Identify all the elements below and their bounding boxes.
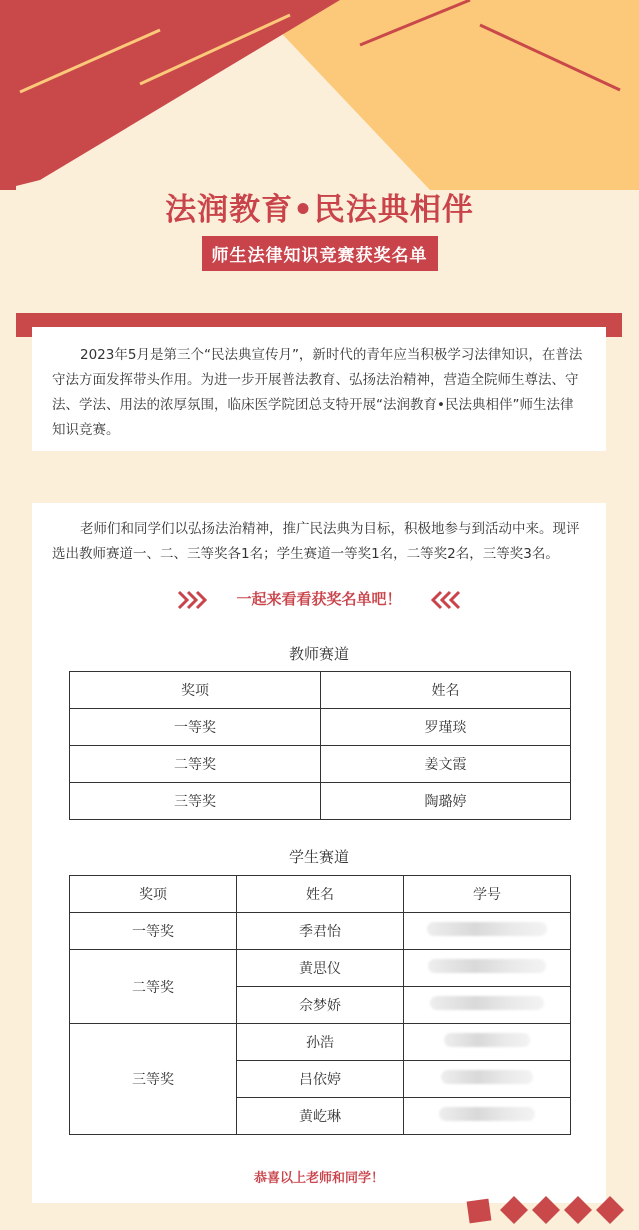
name-cell: 黄思仪 (237, 950, 404, 987)
award-cell: 二等奖 (70, 950, 237, 1024)
name-cell: 陶璐婷 (321, 783, 571, 820)
table-header-cell: 奖项 (70, 876, 237, 913)
name-cell: 吕依婷 (237, 1061, 404, 1098)
student-section-label: 学生赛道 (288, 848, 349, 866)
cta-line (32, 587, 606, 612)
award-cell: 一等奖 (70, 709, 321, 746)
chevrons-left-icon (431, 587, 461, 612)
table-row (70, 746, 571, 783)
teacher-table (69, 671, 571, 820)
award-cell: 三等奖 (70, 783, 321, 820)
table-header-cell: 姓名 (321, 672, 571, 709)
student-id-cell-redacted (404, 1098, 571, 1135)
page-title: 法润教育•民法典相伴 (165, 192, 474, 228)
award-cell: 一等奖 (70, 913, 237, 950)
table-row (70, 783, 571, 820)
award-cell: 二等奖 (70, 746, 321, 783)
results-card (32, 503, 606, 1203)
table-row (70, 950, 571, 987)
student-id-cell-redacted (404, 987, 571, 1024)
table-row (70, 913, 571, 950)
page-subtitle: 师生法律知识竞赛获奖名单 (202, 236, 438, 271)
intro-paragraph: 2023年5月是第三个“民法典宣传月”，新时代的青年应当积极学习法律知识，在普法守法方面发挥带头作用。为进一步开展普法教育、弘扬法治精神，营造全院师生尊法、守法、学法、用法的浓厚氛围，临床医学院团总支特开展“法润教育•民法典相伴”师生法律知识竞赛。 (52, 347, 583, 438)
table-row (70, 1024, 571, 1061)
table-row (70, 709, 571, 746)
table-header-cell: 奖项 (70, 672, 321, 709)
results-intro-paragraph: 老师们和同学们以弘扬法治精神，推广民法典为目标，积极地参与到活动中来。现评选出教师赛道一、二、三等奖各1名；学生赛道一等奖1名，二等奖2名，三等奖3名。 (52, 521, 580, 562)
decorative-diamonds-icon (466, 1192, 636, 1230)
teacher-section-label: 教师赛道 (288, 645, 349, 663)
name-cell: 姜文霞 (321, 746, 571, 783)
table-header-row (70, 672, 571, 709)
cta-text: 一起来看看获奖名单吧！ (236, 590, 402, 608)
table-header-cell: 学号 (404, 876, 571, 913)
student-id-cell-redacted (404, 1024, 571, 1061)
name-cell: 黄屹琳 (237, 1098, 404, 1135)
name-cell: 佘梦娇 (237, 987, 404, 1024)
intro-card (32, 327, 606, 451)
chevrons-right-icon (177, 587, 207, 612)
name-cell: 罗瑾琰 (321, 709, 571, 746)
student-id-cell-redacted (404, 950, 571, 987)
student-table (69, 875, 571, 1135)
table-header-row (70, 876, 571, 913)
student-id-cell-redacted (404, 1061, 571, 1098)
name-cell: 季君怡 (237, 913, 404, 950)
table-header-cell: 姓名 (237, 876, 404, 913)
name-cell: 孙浩 (237, 1024, 404, 1061)
award-cell: 三等奖 (70, 1024, 237, 1135)
congrats-text: 恭喜以上老师和同学！ (253, 1171, 384, 1186)
header-banner (0, 0, 639, 190)
student-id-cell-redacted (404, 913, 571, 950)
